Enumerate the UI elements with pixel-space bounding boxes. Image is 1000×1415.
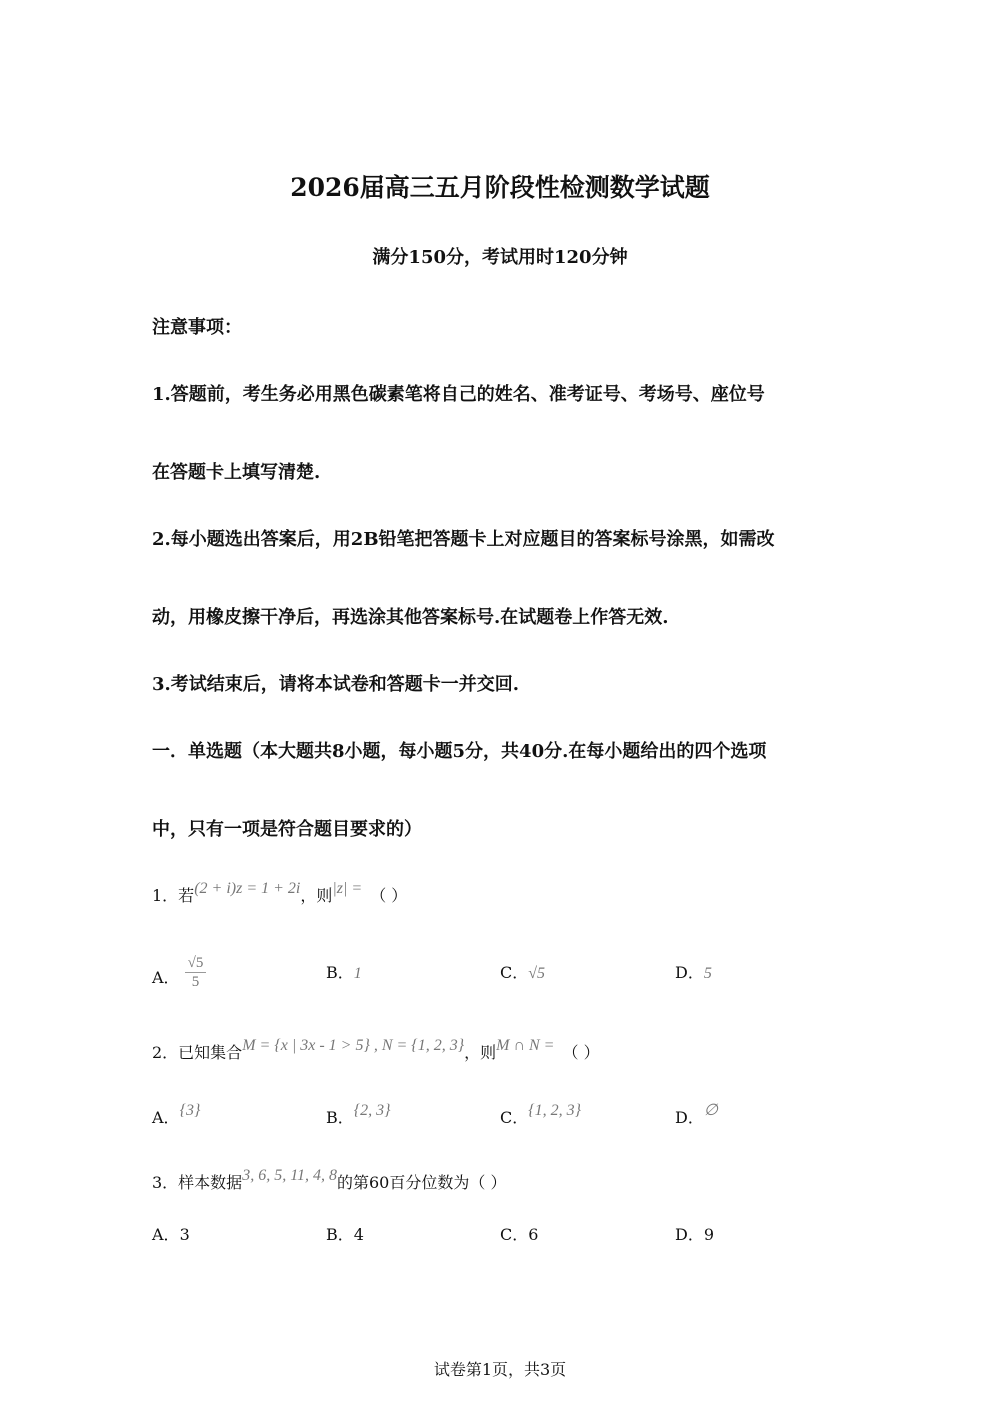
question-3-prefix: 3．样本数据	[152, 1173, 243, 1192]
question-1-option-b[interactable]	[326, 960, 362, 983]
question-1-expression: |z| =	[332, 880, 363, 897]
option-label: D．	[675, 963, 704, 982]
option-label: C．	[500, 963, 529, 982]
notice-line-4: 动，用橡皮擦干净后，再选涂其他答案标号.在试题卷上作答无效.	[152, 607, 669, 628]
question-2-option-c[interactable]	[500, 1102, 582, 1128]
option-label: A．	[152, 1108, 180, 1127]
option-label: A．	[152, 1225, 180, 1244]
question-2	[152, 1037, 600, 1063]
question-3	[152, 1167, 507, 1193]
question-1-mid: ，则	[300, 886, 333, 905]
option-label: B．	[326, 1225, 354, 1244]
option-label: A．	[152, 968, 180, 987]
option-value: {1, 2, 3}	[528, 1102, 582, 1119]
option-label: B．	[326, 963, 354, 982]
option-value: 4	[353, 1225, 364, 1244]
question-2-blank: （ ）	[562, 1043, 600, 1062]
section-heading-line-2: 中，只有一项是符合题目要求的）	[152, 819, 422, 840]
question-3-option-c[interactable]	[500, 1222, 538, 1245]
option-value: 5	[703, 965, 712, 982]
option-value: {2, 3}	[353, 1102, 391, 1119]
question-2-option-a[interactable]	[152, 1102, 201, 1128]
option-value: 3	[179, 1225, 190, 1244]
option-label: D．	[675, 1225, 704, 1244]
fraction	[185, 954, 207, 991]
question-3-option-b[interactable]	[326, 1222, 364, 1245]
question-3-sample-data: 3, 6, 5, 11, 4, 8	[242, 1167, 337, 1184]
notice-line-3: 2.每小题选出答案后，用2B铅笔把答题卡上对应题目的答案标号涂黑，如需改	[152, 529, 775, 550]
option-value: 1	[353, 965, 362, 982]
option-label: D．	[675, 1108, 704, 1127]
question-1-option-a[interactable]	[152, 955, 206, 997]
question-2-expression: M ∩ N =	[496, 1037, 555, 1054]
section-heading-line-1: 一．单选题（本大题共8小题，每小题5分，共40分.在每小题给出的四个选项	[152, 741, 767, 762]
question-3-option-d[interactable]	[675, 1222, 714, 1245]
fraction-denominator: 5	[191, 974, 200, 990]
question-1-option-c[interactable]	[500, 960, 545, 983]
question-1	[152, 880, 408, 906]
question-1-prefix: 1．若	[152, 886, 195, 905]
question-2-sets: M = {x | 3x - 1 > 5} , N = {1, 2, 3}	[242, 1037, 465, 1054]
question-1-option-d[interactable]	[675, 960, 712, 983]
option-label: B．	[326, 1108, 354, 1127]
page-footer: 试卷第1页，共3页	[433, 1360, 567, 1379]
notice-line-1: 1.答题前，考生务必用黑色碳素笔将自己的姓名、准考证号、考场号、座位号	[152, 384, 765, 405]
option-value: {3}	[179, 1102, 201, 1119]
question-1-blank: （ ）	[370, 886, 408, 905]
option-value: √5	[528, 965, 546, 982]
question-1-equation: (2 + i)z = 1 + 2i	[194, 880, 301, 897]
question-3-option-a[interactable]	[152, 1222, 190, 1245]
option-label: C．	[500, 1108, 529, 1127]
question-2-option-d[interactable]	[675, 1102, 718, 1128]
option-value: ∅	[703, 1102, 718, 1119]
question-2-option-b[interactable]	[326, 1102, 391, 1128]
option-value: 6	[528, 1225, 539, 1244]
option-value: 9	[703, 1225, 715, 1244]
question-2-mid: ，则	[464, 1043, 497, 1062]
fraction-numerator: √5	[185, 954, 207, 973]
notice-line-5: 3.考试结束后，请将本试卷和答题卡一并交回.	[152, 674, 520, 695]
notice-line-2: 在答题卡上填写清楚.	[152, 462, 321, 483]
option-label: C．	[500, 1225, 529, 1244]
exam-subtitle: 满分150分，考试用时120分钟	[372, 247, 628, 268]
notice-heading: 注意事项：	[152, 317, 242, 338]
question-3-suffix: 的第60百分位数为（ ）	[337, 1173, 507, 1192]
page-title: 2026届高三五月阶段性检测数学试题	[290, 173, 710, 202]
question-2-prefix: 2．已知集合	[152, 1043, 243, 1062]
